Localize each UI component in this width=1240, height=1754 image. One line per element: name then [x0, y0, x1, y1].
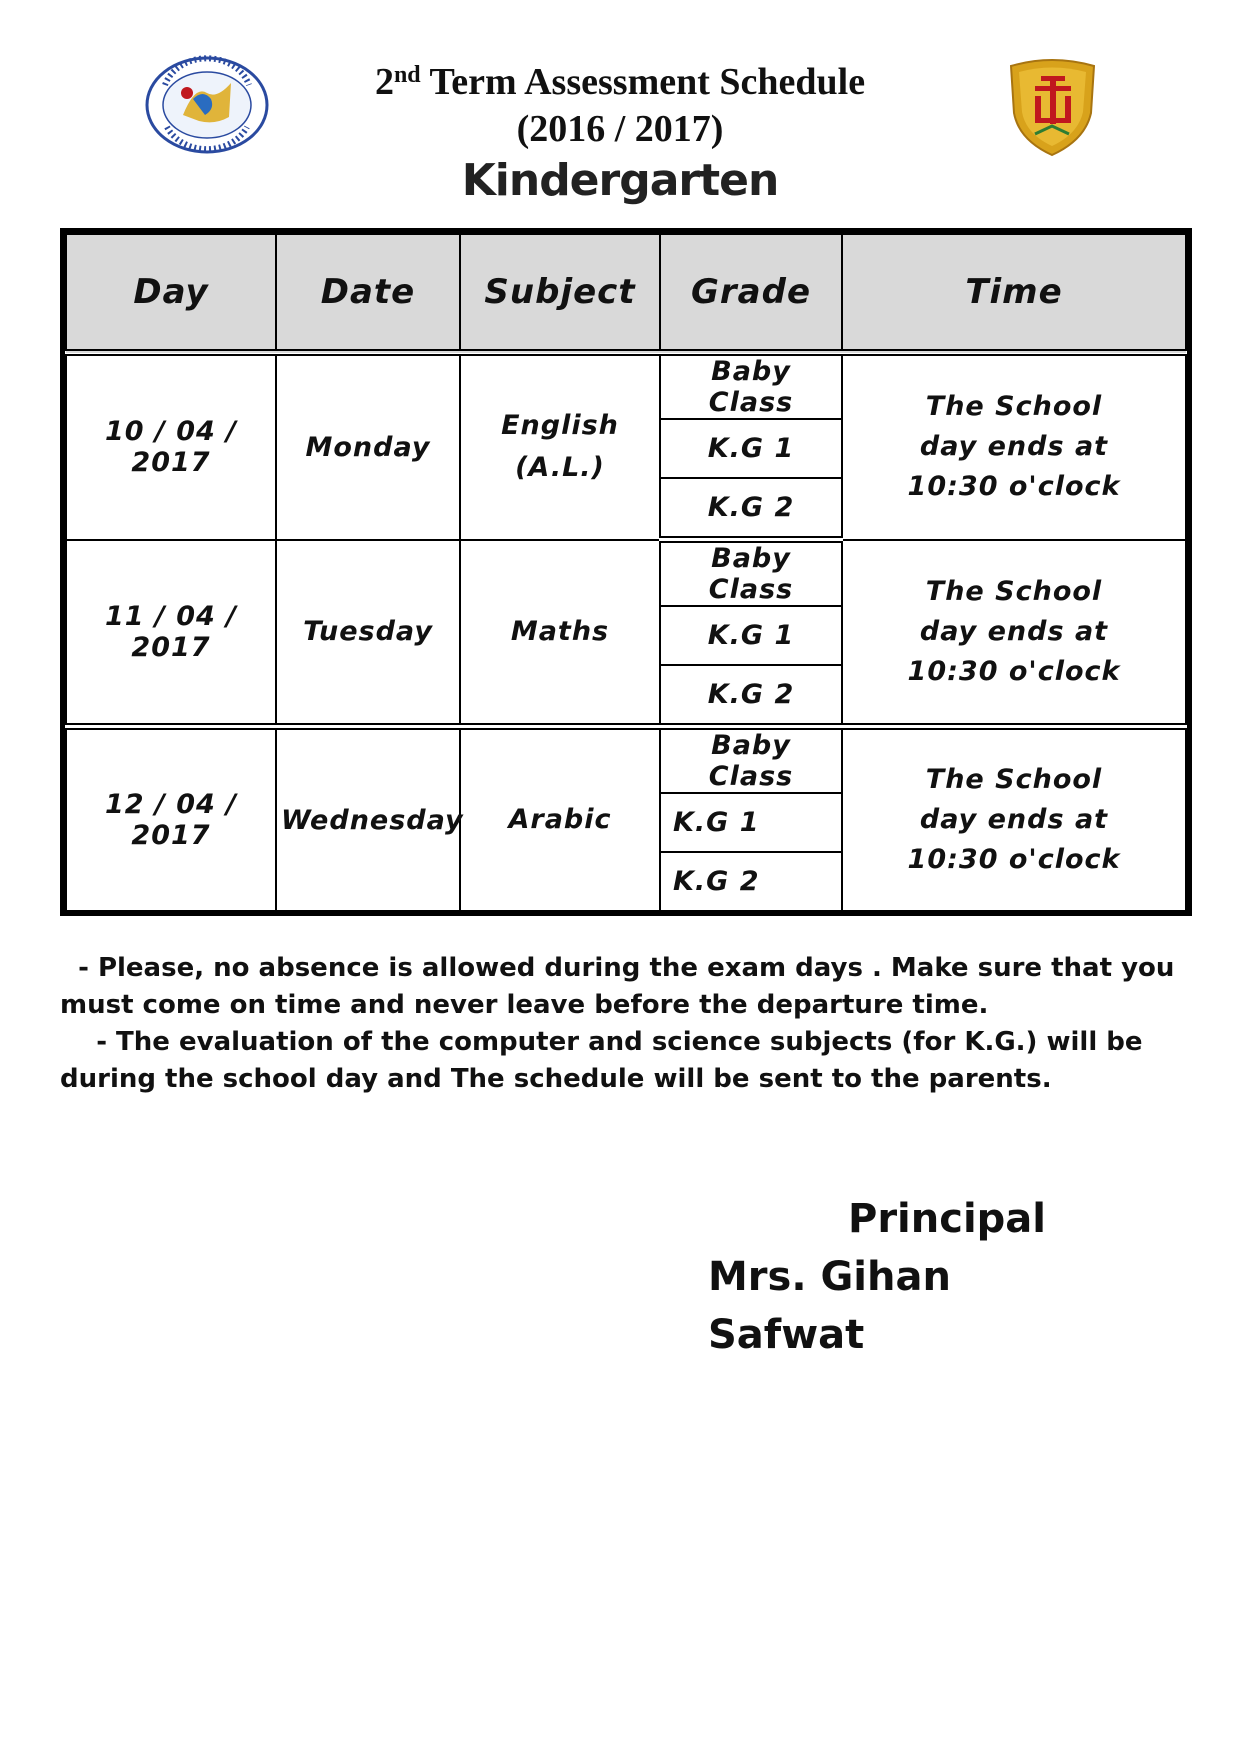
time-line: day ends at	[919, 615, 1109, 647]
day-cell: 11 / 04 / 2017	[66, 540, 276, 727]
signatory-title: Principal	[848, 1196, 1046, 1242]
time-line: day ends at	[919, 804, 1109, 835]
grade-cell: K.G 2	[660, 478, 842, 540]
time-cell	[842, 353, 1186, 540]
subject-cell	[460, 540, 660, 727]
column-header-grade: Grade	[660, 234, 842, 353]
note-paragraph: - Please, no absence is allowed during the exam days . Make sure that you must come on time and never leave before the departure time.	[60, 953, 1175, 1020]
table-row	[66, 353, 1186, 420]
date-cell: Wednesday	[276, 727, 460, 912]
day-cell: 12 / 04 / 2017	[66, 727, 276, 912]
grade-cell: Baby Class	[660, 540, 842, 607]
signatory-name: Mrs. Gihan Safwat	[708, 1254, 951, 1358]
subject-line: Maths	[510, 615, 610, 647]
time-line: 10:30 o'clock	[907, 655, 1121, 687]
column-header-day: Day	[66, 234, 276, 353]
grade-cell: K.G 1	[660, 419, 842, 478]
column-header-date: Date	[276, 234, 460, 353]
school-crest-shield-icon	[1005, 58, 1100, 158]
time-line: The School	[925, 391, 1103, 423]
time-cell	[842, 540, 1186, 727]
grade-cell: Baby Class	[660, 727, 842, 794]
grade-cell: Baby Class	[660, 353, 842, 420]
date-cell: Monday	[276, 353, 460, 540]
page-title: 2nd Term Assessment Schedule	[374, 61, 866, 103]
subject-line: Arabic	[508, 804, 612, 835]
title-ordinal-suffix: nd	[393, 62, 421, 88]
time-cell	[842, 727, 1186, 912]
section-title: Kindergarten	[461, 155, 779, 206]
schedule-table	[60, 228, 1192, 916]
grade-cell: K.G 1	[660, 606, 842, 665]
time-line: The School	[925, 764, 1103, 795]
grade-cell: K.G 2	[660, 852, 842, 911]
table-row	[66, 727, 1186, 794]
grade-cell: K.G 2	[660, 665, 842, 727]
subject-cell	[460, 727, 660, 912]
time-line: 10:30 o'clock	[907, 844, 1121, 875]
note-paragraph: - The evaluation of the computer and science subjects (for K.G.) will be during the school day and The schedule will be sent to the parents.	[60, 1027, 1143, 1094]
subject-cell	[460, 353, 660, 540]
table-row	[66, 540, 1186, 607]
signature-block	[680, 1190, 1120, 1364]
time-line: The School	[925, 575, 1103, 607]
title-block	[300, 58, 940, 210]
time-line: 10:30 o'clock	[907, 471, 1121, 503]
column-header-subject: Subject	[460, 234, 660, 353]
day-cell: 10 / 04 / 2017	[66, 353, 276, 540]
subject-line: English	[501, 410, 619, 442]
table-header-row	[66, 234, 1186, 353]
quality-assurance-seal-icon	[145, 55, 270, 155]
subject-line: (A.L.)	[515, 452, 605, 484]
grade-cell: K.G 1	[660, 793, 842, 852]
date-cell: Tuesday	[276, 540, 460, 727]
column-header-time: Time	[842, 234, 1186, 353]
academic-year: (2016 / 2017)	[516, 108, 724, 150]
notes-section	[60, 950, 1190, 1098]
time-line: day ends at	[919, 431, 1109, 463]
